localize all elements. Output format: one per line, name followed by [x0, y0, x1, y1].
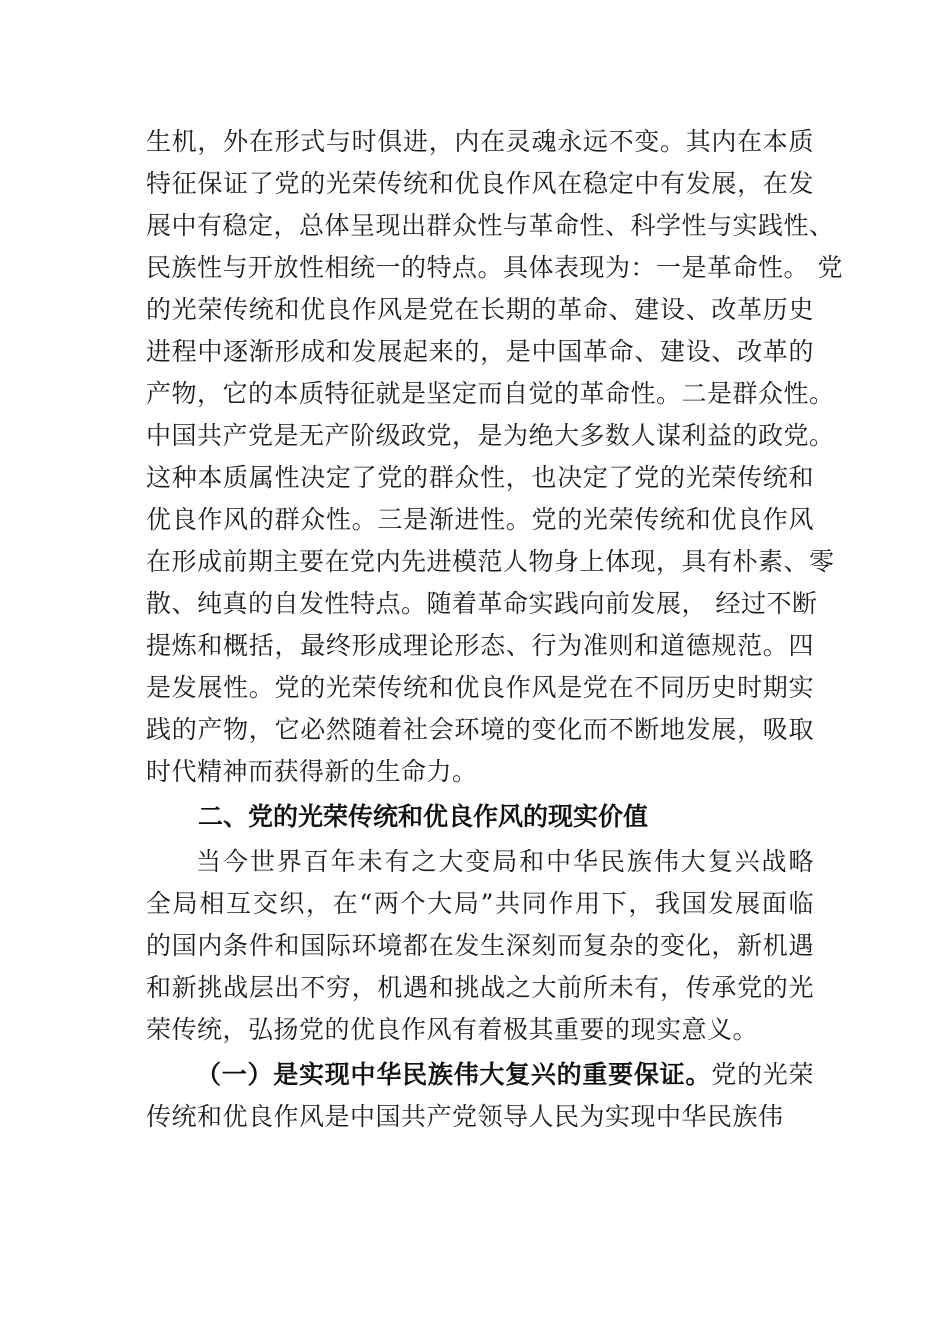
paragraph-line: 提炼和概括，最终形成理论形态、行为准则和道德规范。四 — [146, 631, 814, 660]
paragraph-line: 优良作风的群众性。三是渐进性。党的光荣传统和优良作风 — [146, 505, 814, 534]
paragraph-line: 荣传统，弘扬党的优良作风有着极其重要的现实意义。 — [146, 1015, 759, 1044]
paragraph-line: 的光荣传统和优良作风是党在长期的革命、建设、改革历史 — [146, 295, 814, 324]
paragraph-line: 中国共产党是无产阶级政党，是为绝大多数人谋利益的政党。 — [146, 421, 835, 450]
subsection-lead: （一）是实现中华民族伟大复兴的重要保证。 — [196, 1060, 712, 1089]
paragraph-line: 特征保证了党的光荣传统和优良作风在稳定中有发展，在发 — [146, 169, 814, 198]
paragraph-line: 是发展性。党的光荣传统和优良作风是党在不同历史时期实 — [146, 673, 814, 702]
paragraph-line: 这种本质属性决定了党的群众性，也决定了党的光荣传统和 — [146, 463, 814, 492]
paragraph-line: 民族性与开放性相统一的特点。具体表现为：一是革命性。 党 — [146, 253, 843, 282]
paragraph-line: 践的产物，它必然随着社会环境的变化而不断地发展，吸取 — [146, 715, 814, 744]
subsection-text: 党的光荣 — [711, 1060, 814, 1089]
paragraph-line: 和新挑战层出不穷，机遇和挑战之大前所未有，传承党的光 — [146, 973, 814, 1002]
paragraph-line: 时代精神而获得新的生命力。 — [146, 757, 478, 786]
subsection-first-line — [196, 1055, 814, 1095]
paragraph-line: 传统和优良作风是中国共产党领导人民为实现中华民族伟 — [146, 1102, 784, 1131]
paragraph-line: 全局相互交织，在“两个大局”共同作用下，我国发展面临 — [146, 889, 814, 918]
paragraph-line: 产物，它的本质特征就是坚定而自觉的革命性。二是群众性。 — [146, 379, 835, 408]
paragraph-line: 展中有稳定，总体呈现出群众性与革命性、科学性与实践性、 — [146, 211, 835, 240]
paragraph-line: 生机，外在形式与时俱进，内在灵魂永远不变。其内在本质 — [146, 127, 814, 156]
section-heading: 二、党的光荣传统和优良作风的现实价值 — [198, 802, 649, 831]
paragraph-line: 进程中逐渐形成和发展起来的，是中国革命、建设、改革的 — [146, 337, 814, 366]
paragraph-line: 的国内条件和国际环境都在发生深刻而复杂的变化，新机遇 — [146, 931, 814, 960]
paragraph-line: 在形成前期主要在党内先进模范人物身上体现，具有朴素、零 — [146, 547, 835, 576]
paragraph-line: 散、纯真的自发性特点。随着革命实践向前发展， 经过不断 — [146, 589, 818, 618]
paragraph-line: 当今世界百年未有之大变局和中华民族伟大复兴战略 — [196, 847, 814, 876]
